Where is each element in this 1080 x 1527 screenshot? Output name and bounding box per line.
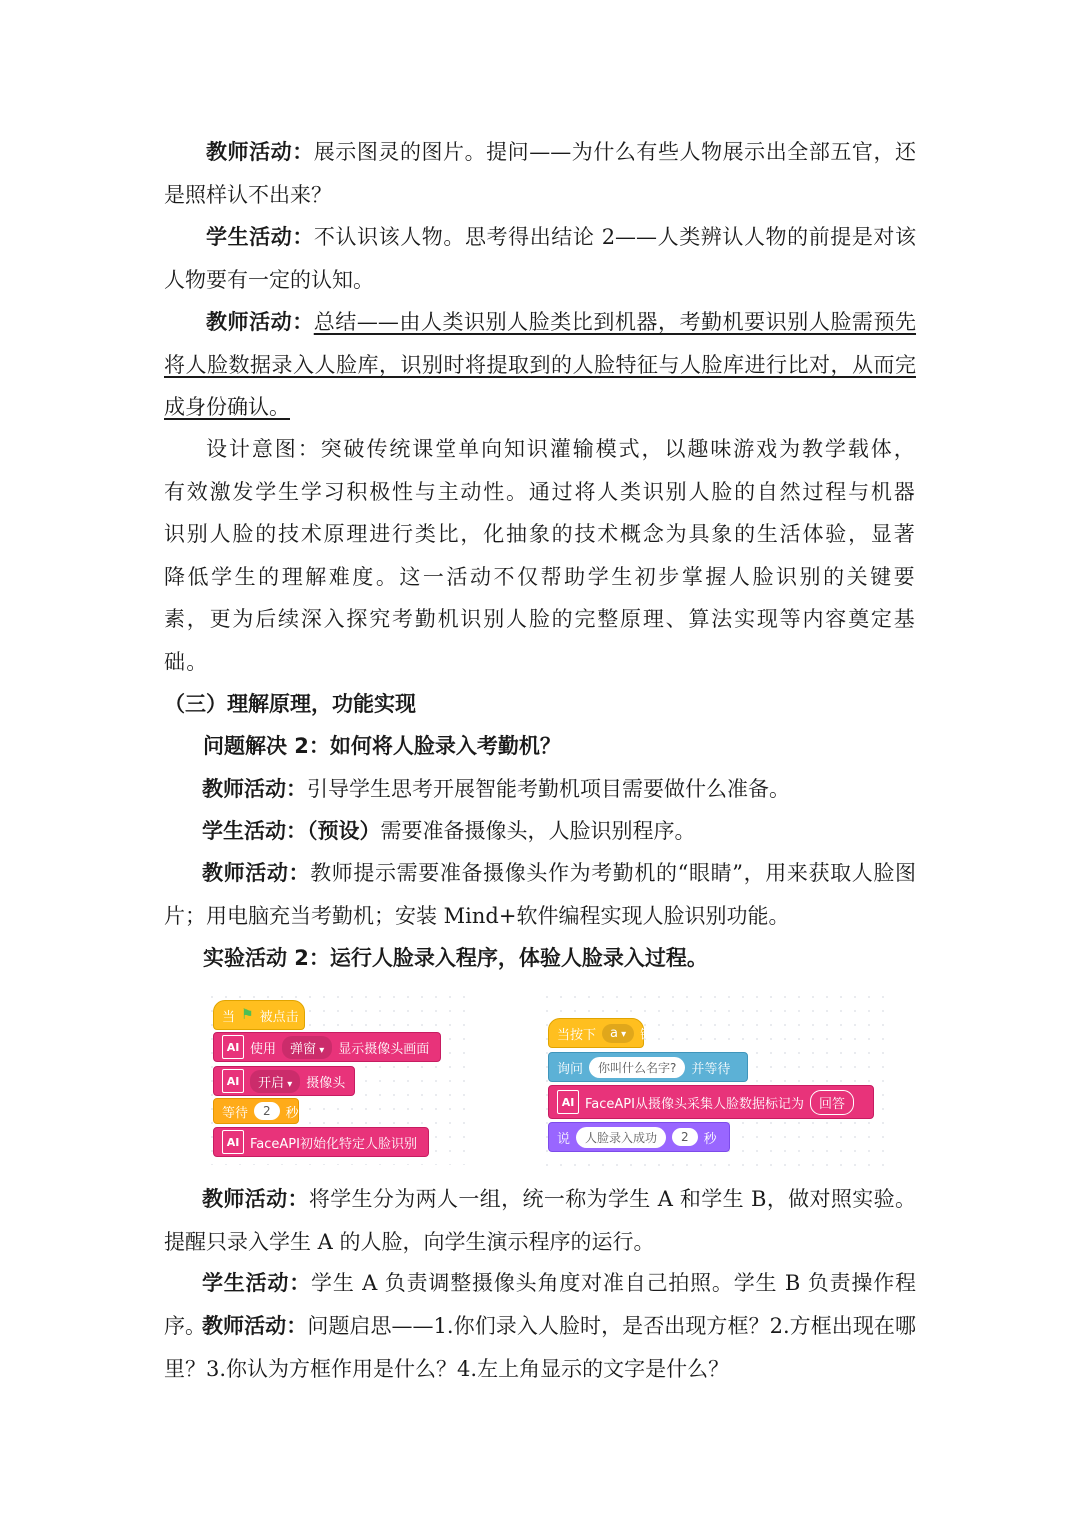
block-text: 当按下 <box>557 1027 597 1043</box>
ai-icon: AI <box>222 1035 244 1059</box>
label: 学生活动： <box>202 1271 312 1295</box>
teacher-activity-paragraph-1 <box>164 131 916 216</box>
hat-prefix: 当 <box>222 1009 236 1025</box>
hat-suffix: 被点击 <box>259 1009 299 1025</box>
body-text: 问题启思——1.你们录入人脸时，是否出现方框？2.方框出现在哪里？3.你认为方框作用是什么？4.左上角显示的文字是什么？ <box>164 1314 916 1381</box>
section-heading: （三）理解原理，功能实现 <box>164 692 416 716</box>
block-text: 等待 <box>222 1105 249 1121</box>
body-text: 学生 A 负责调整摄像头角度对准自己拍照。学生 B 负责操作程序。 <box>164 1271 917 1338</box>
block-text: 使用 <box>250 1041 277 1057</box>
experiment-heading: 实验活动 2：运行人脸录入程序，体验人脸录入过程。 <box>203 946 708 970</box>
student-activity-paragraph-1 <box>164 216 916 301</box>
code-screenshot-left <box>205 990 475 1165</box>
message-input: 人脸录入成功 <box>576 1127 666 1148</box>
say-for-seconds-block <box>548 1122 730 1152</box>
underlined-summary: 总结——由人类识别人脸类比到机器，考勤机要识别人脸需预先将人脸数据录入人脸库，识别时将提取到的人脸特征与人脸库进行比对，从而完成身份确认。 <box>164 310 917 419</box>
faceapi-capture-block <box>548 1085 874 1119</box>
label: 教师活动： <box>206 310 314 334</box>
preset-tag: （预设） <box>307 819 381 843</box>
faceapi-init-block <box>213 1127 429 1157</box>
body-text: 需要准备摄像头，人脸识别程序。 <box>380 819 696 843</box>
label: 教师活动： <box>202 861 311 885</box>
block-text: FaceAPI从摄像头采集人脸数据标记为 <box>585 1096 804 1112</box>
teacher-activity-paragraph-3 <box>164 852 916 937</box>
label: 教师活动： <box>206 140 314 164</box>
design-intent-paragraph: 设计意图：突破传统课堂单向知识灌输模式，以趣味游戏为教学载体，有效激发学生学习积极性与主动性。通过将人类识别人脸的自然过程与机器识别人脸的技术原理进行类比，化抽象的技术概念为具象的生活体验，显著降低学生的理解难度。这一活动不仅帮助学生初步掌握人脸识别的关键要素，更为后续深入探究考勤机识别人脸的完整原理、算法实现等内容奠定基础。 <box>164 437 916 674</box>
ai-open-camera-block <box>213 1066 355 1096</box>
ai-icon: AI <box>222 1069 244 1093</box>
teacher-activity-paragraph-5 <box>164 1305 916 1390</box>
green-flag-icon: ⚑ <box>241 1007 254 1023</box>
label: 学生活动： <box>206 225 314 249</box>
open-dropdown: 开启 ▾ <box>250 1070 300 1093</box>
teacher-activity-paragraph-4 <box>164 1178 916 1263</box>
wait-seconds-block <box>213 1098 299 1124</box>
seconds-input: 2 <box>254 1102 280 1120</box>
label: 学生活动： <box>202 819 307 843</box>
ai-icon: AI <box>557 1090 579 1114</box>
student-activity-paragraph-2 <box>164 810 916 853</box>
code-screenshot-right <box>540 990 890 1170</box>
label: 教师活动： <box>202 777 307 801</box>
label: 教师活动： <box>202 1187 309 1211</box>
label: 教师活动： <box>202 1314 308 1338</box>
teacher-activity-paragraph-2 <box>164 768 916 811</box>
body-text: 教师提示需要准备摄像头作为考勤机的“眼睛”，用来获取人脸图片；用电脑充当考勤机；安装 Mind+软件编程实现人脸识别功能。 <box>164 861 916 928</box>
body-text: 展示图灵的图片。提问——为什么有些人物展示出全部五官，还是照样认不出来？ <box>164 140 917 207</box>
block-text: 秒 <box>703 1131 717 1147</box>
teacher-summary-paragraph <box>164 301 916 429</box>
block-text: 询问 <box>557 1061 584 1077</box>
body-text: 将学生分为两人一组，统一称为学生 A 和学生 B，做对照实验。提醒只录入学生 A 的人脸，向学生演示程序的运行。 <box>164 1187 917 1254</box>
block-text: 摄像头 <box>306 1075 346 1091</box>
block-text: 说 <box>557 1131 571 1147</box>
when-key-pressed-block <box>548 1018 654 1048</box>
body-text: 不认识该人物。思考得出结论 2——人类辨认人物的前提是对该人物要有一定的认知。 <box>164 225 916 292</box>
block-text: 并等待 <box>691 1061 731 1077</box>
question-input: 你叫什么名字? <box>589 1057 685 1078</box>
problem-heading: 问题解决 2：如何将人脸录入考勤机？ <box>203 734 561 758</box>
ask-and-wait-block <box>548 1052 748 1082</box>
block-text: 秒 <box>285 1105 299 1121</box>
ai-use-popup-block <box>213 1032 441 1062</box>
key-dropdown: a ▾ <box>602 1024 634 1043</box>
body-text: 引导学生思考开展智能考勤机项目需要做什么准备。 <box>307 777 790 801</box>
ai-icon: AI <box>222 1130 244 1154</box>
block-text: 显示摄像头画面 <box>338 1041 430 1057</box>
block-text: FaceAPI初始化特定人脸识别 <box>250 1136 417 1152</box>
seconds-input: 2 <box>672 1128 698 1146</box>
answer-reporter: 回答 <box>810 1090 854 1115</box>
popup-dropdown: 弹窗 ▾ <box>282 1036 332 1059</box>
block-text: 键 <box>640 1027 654 1043</box>
when-flag-clicked-block <box>213 1000 305 1030</box>
